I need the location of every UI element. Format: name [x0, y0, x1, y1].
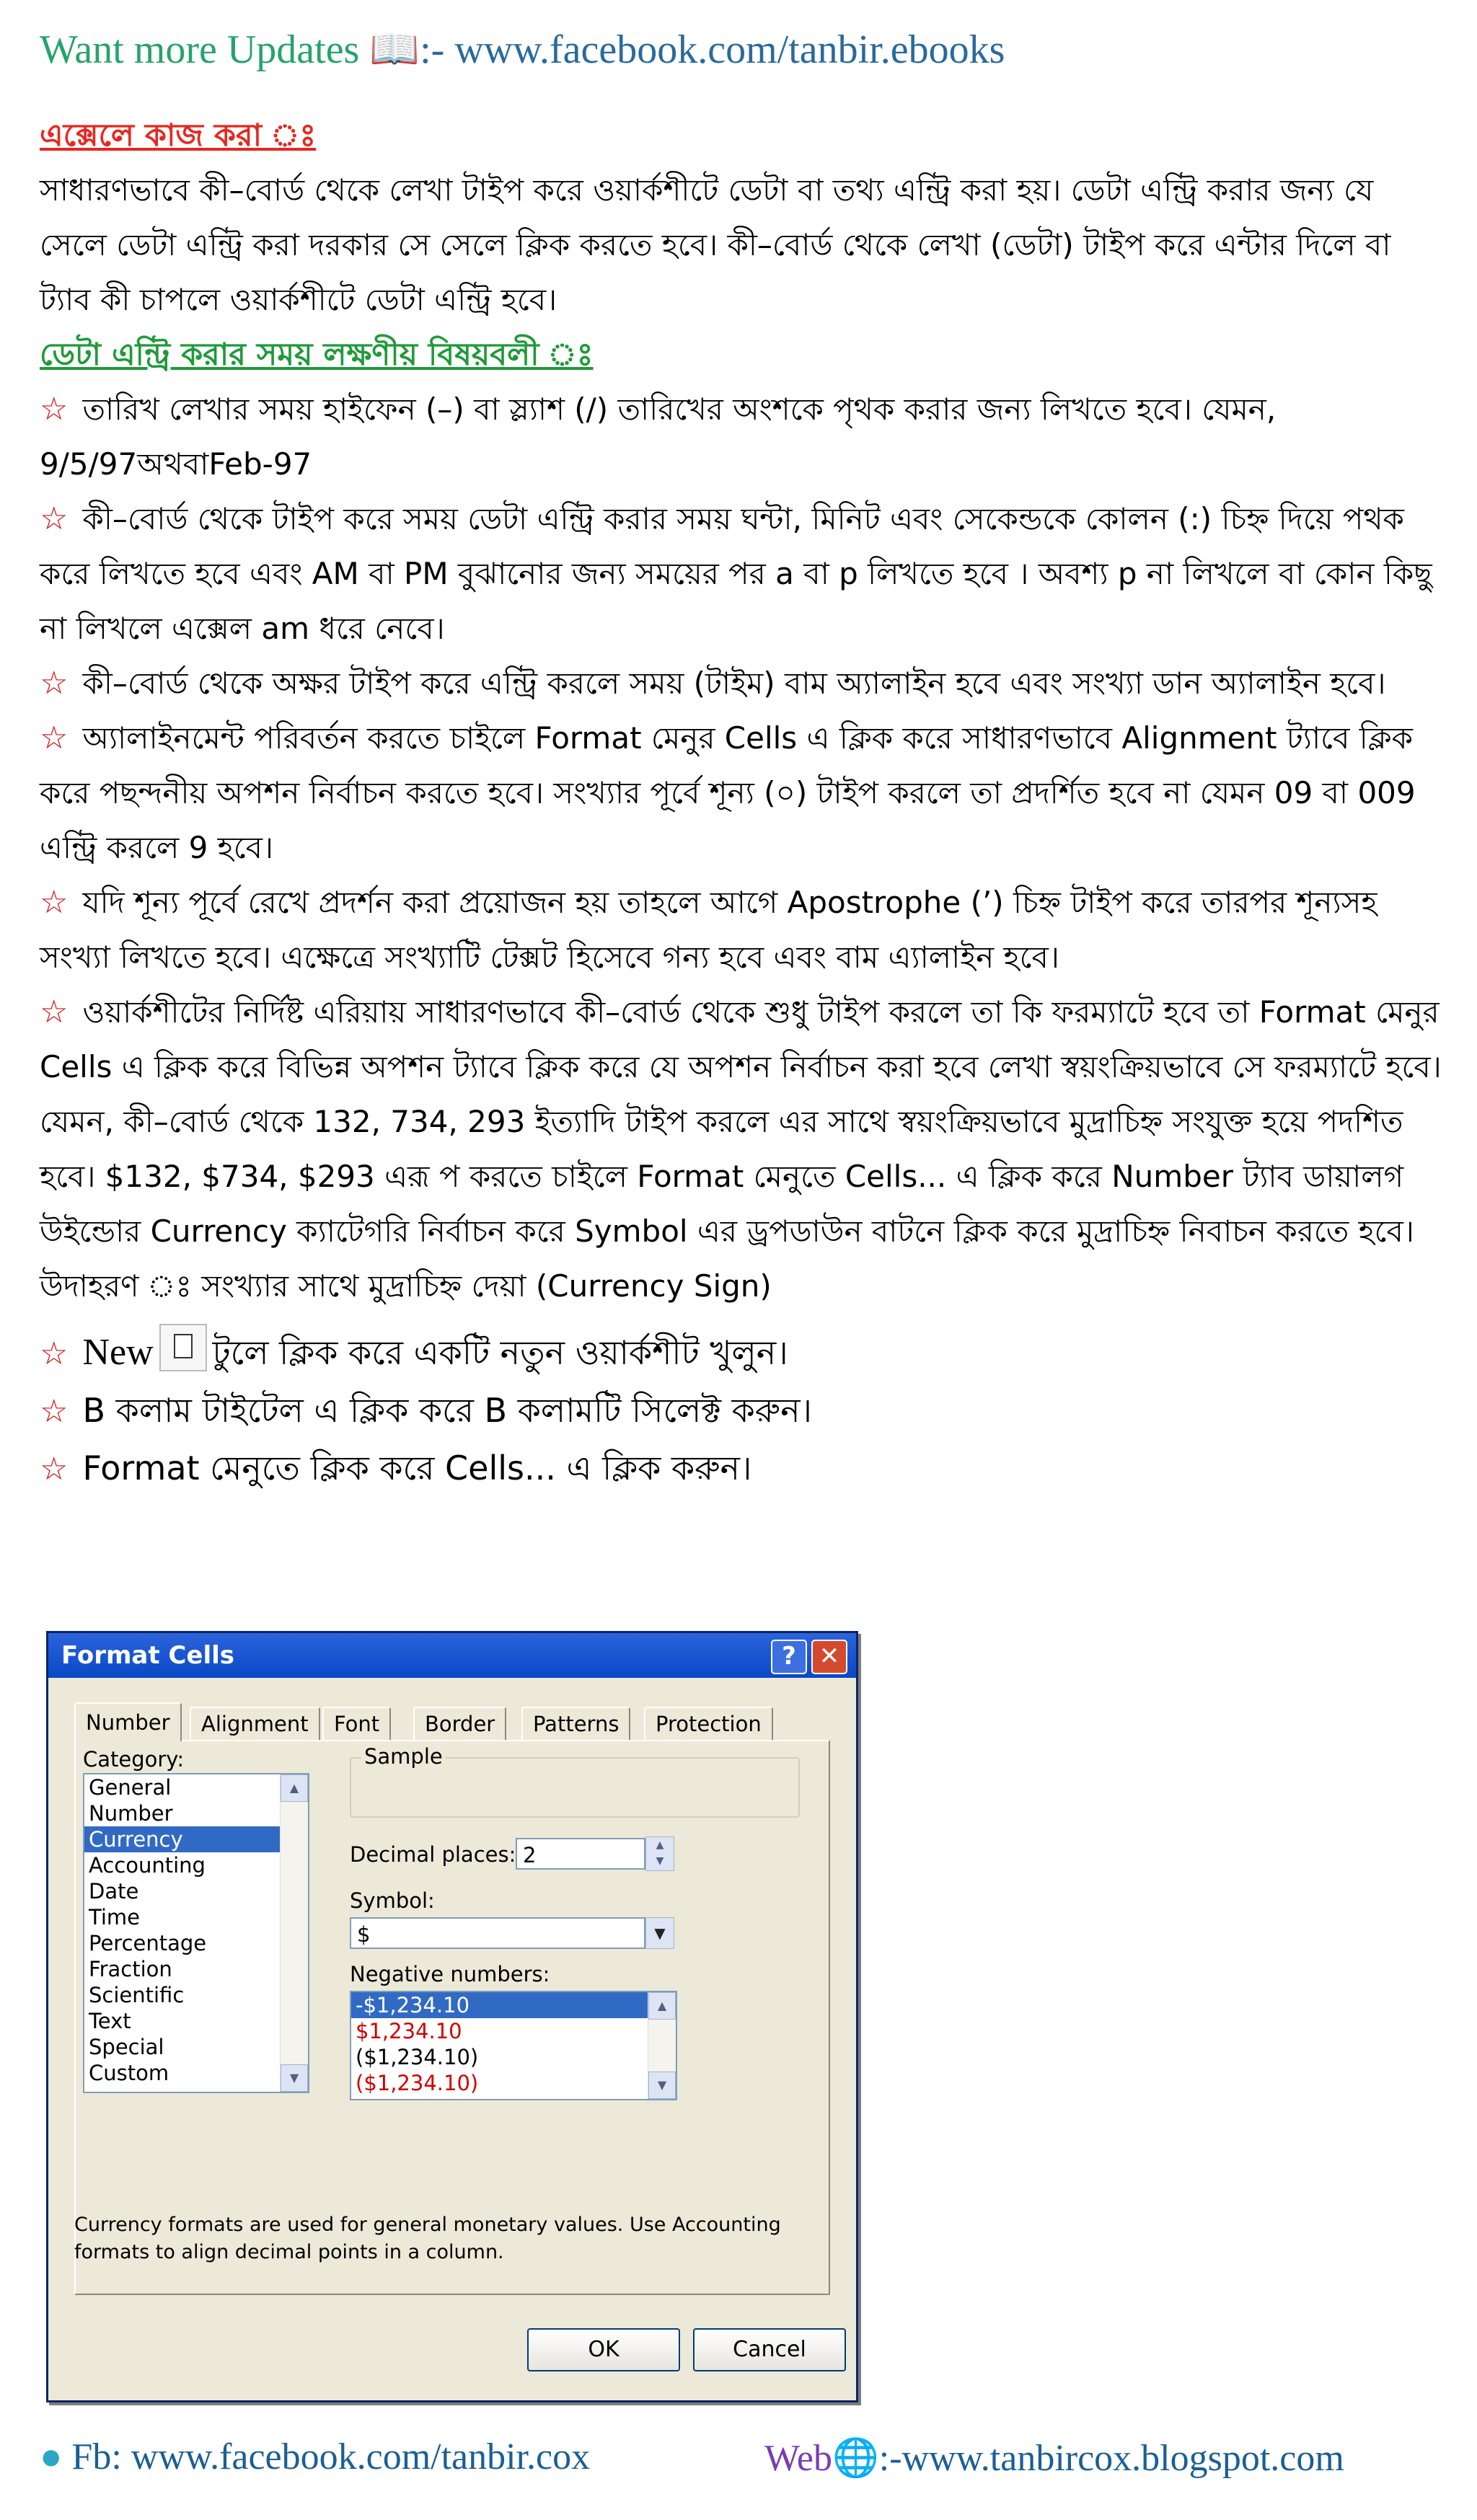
section-title-excel-work: এক্সেলে কাজ করা ঃ: [40, 118, 317, 154]
step-new: [40, 1324, 1446, 1382]
symbol-select[interactable]: $: [350, 1917, 645, 1949]
category-item[interactable]: Custom: [89, 2061, 169, 2085]
tab-alignment[interactable]: Alignment: [190, 1707, 320, 1740]
step-format-cells: [40, 1440, 1446, 1498]
format-cells-dialog: [46, 1631, 858, 2402]
bullet-item: [40, 492, 1446, 656]
example-line: উদাহরণ ঃ সংখ্যার সাথে মুদ্রাচিহ্ন দেয়া (Currency Sign): [40, 1268, 772, 1304]
star-icon: ☆: [40, 1451, 69, 1487]
footer-web: [764, 2436, 1344, 2480]
negative-numbers-label: Negative numbers:: [350, 1962, 550, 1986]
step-select-column: [40, 1382, 1446, 1440]
new-document-icon: [159, 1324, 207, 1371]
negative-item[interactable]: ($1,234.10): [356, 2071, 479, 2095]
header-sep: :-: [420, 27, 455, 72]
star-icon: ☆: [40, 1393, 69, 1430]
tab-patterns[interactable]: Patterns: [521, 1707, 630, 1740]
bullet-text: যদি শূন্য পূর্বে রেখে প্রদর্শন করা প্রয়োজন হয় তাহলে আগে Apostrophe (’) চিহ্ন টাইপ করে তারপর শূন্যসহ সংখ্যা লিখতে হবে। এক্ষেত্রে সংখ্যাটি টেক্সট হিসেবে গন্য হবে এবং বাম এ্যালাইন হবে।: [40, 885, 1377, 975]
scroll-up-icon[interactable]: ▲: [281, 1774, 308, 1802]
footer-fb-prefix: Fb:: [71, 2436, 131, 2477]
close-button[interactable]: ✕: [811, 1640, 847, 1674]
negative-scrollbar[interactable]: [648, 1992, 676, 2099]
category-scrollbar[interactable]: [280, 1774, 308, 2092]
category-item[interactable]: Accounting: [89, 1853, 206, 1878]
tab-number[interactable]: Number: [74, 1702, 182, 1741]
dialog-titlebar[interactable]: [48, 1633, 856, 1678]
negative-item[interactable]: $1,234.10: [356, 2019, 462, 2043]
negative-item[interactable]: ($1,234.10): [356, 2045, 479, 2069]
section-title-data-entry: ডেটা এন্ট্রি করার সময় লক্ষণীয় বিষয়বলী ঃ: [40, 337, 594, 373]
category-item[interactable]: Text: [89, 2009, 131, 2033]
star-icon: ☆: [40, 994, 69, 1030]
footer-fb-url[interactable]: www.facebook.com/tanbir.cox: [131, 2436, 591, 2477]
category-item[interactable]: Date: [89, 1879, 139, 1904]
tab-border[interactable]: Border: [413, 1707, 506, 1740]
star-icon: ☆: [40, 500, 69, 537]
globe-icon: 🌐: [832, 2438, 879, 2479]
decimal-places-input[interactable]: 2: [516, 1838, 645, 1870]
bullet-item: [40, 656, 1446, 711]
sample-label: Sample: [361, 1744, 446, 1769]
bullet-text: কী–বোর্ড থেকে অক্ষর টাইপ করে এন্ট্রি করলে সময় (টাইম) বাম অ্যালাইন হবে এবং সংখ্যা ডান অ্যালাইন হবে।: [82, 666, 1386, 701]
bullet-text: ওয়ার্কশীটের নির্দিষ্ট এরিয়ায় সাধারণভাবে কী–বোর্ড থেকে শুধু টাইপ করলে তা কি ফরম্যাটে হবে তা Format মেনুর Cells এ ক্লিক করে বিভিন্ন অপশন ট্যাবে ক্লিক করে যে অপশন নির্বাচন করা হবে লেখা স্বয়ংক্রিয়ভাবে সে ফরম্যাটে হবে। যেমন, কী–বোর্ড থেকে 132, 734, 293 ইত্যাদি টাইপ করলে এর সাথে স্বয়ংক্রিয়ভাবে মুদ্রাচিহ্ন সংযুক্ত হয়ে পদশিত হবে। $132, $734, $293 এরূ প করতে চাইলে Format মেনুতে Cells... এ ক্লিক করে Number ট্যাব ডায়ালগ উইন্ডোর Currency ক্যাটেগরি নির্বাচন করে Symbol এর ড্রপডাউন বাটনে ক্লিক করে মুদ্রাচিহ্ন নিবাচন করতে হবে।: [40, 994, 1442, 1249]
step-new-label: New: [82, 1332, 154, 1373]
footer-facebook: [40, 2436, 590, 2478]
bullet-text: অ্যালাইনমেন্ট পরিবর্তন করতে চাইলে Format মেনুর Cells এ ক্লিক করে সাধারণভাবে Alignment ট্যাবে ক্লিক করে পছন্দনীয় অপশন নির্বাচন করতে হবে। সংখ্যার পূর্বে শূন্য (০) টাইপ করলে তা প্রদর্শিত হবে না যেমন 09 বা 009 এন্ট্রি করলে 9 হবে।: [40, 720, 1416, 865]
footer-web-prefix: Web: [764, 2438, 832, 2479]
section1-paragraph: সাধারণভাবে কী–বোর্ড থেকে লেখা টাইপ করে ওয়ার্কশীটে ডেটা বা তথ্য এন্ট্রি করা হয়। ডেটা এন্ট্রি করার জন্য যে সেলে ডেটা এন্ট্রি করা দরকার সে সেলে ক্লিক করতে হবে। কী–বোর্ড থেকে লেখা (ডেটা) টাইপ করে এন্টার দিলে বা ট্যাব কী চাপলে ওয়ার্কশীটে ডেটা এন্ট্রি হবে।: [40, 172, 1391, 317]
category-item[interactable]: General: [89, 1775, 172, 1800]
header-url[interactable]: www.facebook.com/tanbir.ebooks: [454, 27, 1005, 72]
header-line: [40, 25, 1005, 73]
category-item[interactable]: Special: [89, 2035, 164, 2059]
category-item[interactable]: Scientific: [89, 1983, 185, 2007]
chevron-down-icon[interactable]: ▼: [645, 1917, 674, 1949]
category-item[interactable]: Time: [89, 1905, 140, 1929]
star-icon: ☆: [40, 720, 69, 756]
category-item[interactable]: Fraction: [89, 1957, 172, 1981]
star-icon: ☆: [40, 391, 69, 428]
format-description: Currency formats are used for general monetary values. Use Accounting formats to align decimal points in a column.: [74, 2214, 781, 2263]
negative-numbers-listbox[interactable]: [350, 1991, 677, 2100]
footer-web-sep: :-: [878, 2438, 902, 2479]
tab-protection[interactable]: Protection: [644, 1707, 773, 1740]
category-item-selected[interactable]: Currency: [84, 1826, 308, 1852]
symbol-label: Symbol:: [350, 1888, 435, 1913]
alien-icon: ●: [40, 2436, 63, 2477]
scroll-down-icon[interactable]: ▼: [648, 2072, 676, 2099]
ok-button[interactable]: OK: [527, 2328, 680, 2371]
bullet-item: [40, 875, 1446, 985]
bullet-item: [40, 382, 1446, 492]
cancel-button[interactable]: Cancel: [693, 2328, 846, 2371]
bullet-item: [40, 985, 1446, 1259]
decimal-spinner[interactable]: ▲ ▼: [645, 1836, 674, 1871]
bullet-item: [40, 711, 1446, 875]
sample-groupbox: [350, 1744, 800, 1818]
bullet-text: কী–বোর্ড থেকে টাইপ করে সময় ডেটা এন্ট্রি করার সময় ঘন্টা, মিনিট এবং সেকেন্ডকে কোলন (:) চিহ্ন দিয়ে পথক করে লিখতে হবে এবং AM বা PM বুঝানোর জন্য সময়ের পর a বা p লিখতে হবে । অবশ্য p না লিখলে বা কোন কিছু না লিখলে এক্সেল am ধরে নেবে।: [40, 501, 1432, 646]
scroll-up-icon[interactable]: ▲: [648, 1992, 676, 2020]
scroll-down-icon[interactable]: ▼: [281, 2064, 308, 2092]
step-format-cells-text: Format মেনুতে ক্লিক করে Cells... এ ক্লিক করুন।: [82, 1449, 752, 1487]
dialog-title: Format Cells: [61, 1641, 234, 1670]
star-icon: ☆: [40, 1335, 69, 1372]
book-icon: 📖: [369, 27, 420, 72]
bullet-text: তারিখ লেখার সময় হাইফেন (–) বা স্ল্যাশ (/) তারিখের অংশকে পৃথক করার জন্য লিখতে হবে। যেমন, 9/5/97অথবাFeb-97: [40, 392, 1277, 482]
tab-font[interactable]: Font: [322, 1707, 391, 1740]
footer-web-url[interactable]: www.tanbircox.blogspot.com: [901, 2438, 1344, 2479]
negative-item-selected[interactable]: -$1,234.10: [351, 1992, 676, 2018]
step-select-column-text: B কলাম টাইটেল এ ক্লিক করে B কলামটি সিলেক্ট করুন।: [82, 1391, 812, 1430]
category-listbox[interactable]: [83, 1773, 309, 2093]
step-new-text: টুলে ক্লিক করে একটি নতুন ওয়ার্কশীট খুলুন।: [212, 1333, 788, 1372]
decimal-places-label: Decimal places:: [350, 1842, 516, 1867]
header-prefix: Want more Updates: [40, 27, 370, 72]
document-body: [40, 108, 1446, 1498]
category-item[interactable]: Percentage: [89, 1931, 207, 1955]
star-icon: ☆: [40, 665, 69, 702]
star-icon: ☆: [40, 884, 69, 921]
category-item[interactable]: Number: [89, 1801, 173, 1826]
category-label: Category:: [83, 1747, 185, 1772]
help-button[interactable]: ?: [771, 1640, 807, 1674]
